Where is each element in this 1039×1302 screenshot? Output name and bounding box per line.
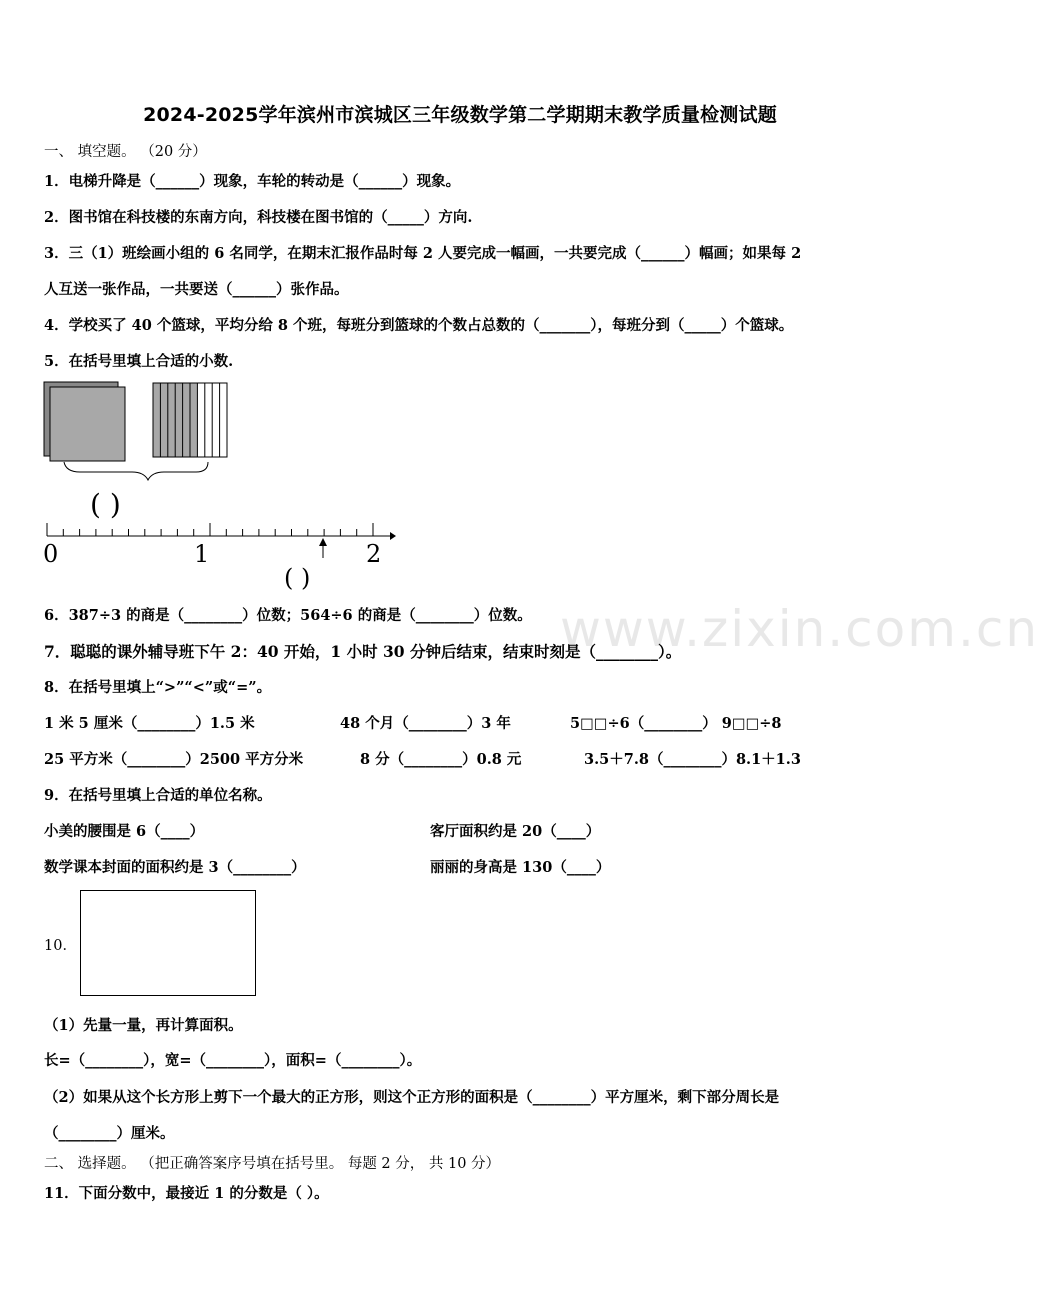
question-7: 7．聪聪的课外辅导班下午 2：40 开始，1 小时 30 分钟后结束，结束时刻是（________）。 — [44, 642, 682, 661]
q8-row2-item3: 3.5＋7.8（________）8.1＋1.3 — [584, 751, 801, 768]
page-title: 2024-2025学年滨州市滨城区三年级数学第二学期期末教学质量检测试题 — [143, 104, 777, 126]
q8-row1-item2: 48 个月（________）3 年 — [340, 715, 511, 732]
q5-figure — [40, 378, 400, 593]
axis-label-2: 2 — [366, 540, 382, 568]
q10-sub1: （1）先量一量，再计算面积。 — [44, 1017, 243, 1034]
q8-row2-item2: 8 分（________）0.8 元 — [360, 751, 522, 768]
q8-row1-item3: 5□□÷6（________） 9□□÷8 — [570, 715, 782, 732]
question-3-line2: 人互送一张作品，一共要送（______）张作品。 — [44, 281, 349, 298]
brace-answer-paren: ( ) — [90, 488, 121, 521]
question-8: 8．在括号里填上“>”“<”或“=”。 — [44, 679, 272, 696]
shaded-square — [50, 387, 125, 461]
q8-row2-item1: 25 平方米（________）2500 平方分米 — [44, 751, 304, 768]
question-6: 6．387÷3 的商是（________）位数；564÷6 的商是（________）位数。 — [44, 607, 532, 624]
question-11: 11．下面分数中，最接近 1 的分数是（ ）。 — [44, 1185, 329, 1202]
q9-item1: 小美的腰围是 6（____） — [44, 823, 205, 840]
pointer-arrow-head — [319, 538, 327, 546]
question-10-label: 10． — [44, 938, 77, 954]
question-1: 1．电梯升降是（______）现象，车轮的转动是（______）现象。 — [44, 173, 461, 190]
arrow-answer-paren: ( ) — [284, 564, 311, 592]
q10-sub2-line2: （________）厘米。 — [44, 1125, 175, 1142]
q9-item4: 丽丽的身高是 130（____） — [430, 859, 611, 876]
axis-label-0: 0 — [43, 540, 59, 568]
brace — [64, 462, 208, 480]
q9-item3: 数学课本封面的面积约是 3（________） — [44, 859, 306, 876]
q8-row1-item1: 1 米 5 厘米（________）1.5 米 — [44, 715, 255, 732]
question-2: 2．图书馆在科技楼的东南方向，科技楼在图书馆的（_____）方向. — [44, 209, 473, 226]
question-4: 4．学校买了 40 个篮球，平均分给 8 个班，每班分到篮球的个数占总数的（_______），每班分到（_____）个篮球。 — [44, 317, 794, 334]
axis-label-1: 1 — [194, 540, 210, 568]
q10-sub2-line1: （2）如果从这个长方形上剪下一个最大的正方形，则这个正方形的面积是（________）平方厘米，剩下部分周长是 — [44, 1089, 780, 1106]
section2-heading: 二、 选择题。 （把正确答案序号填在括号里。 每题 2 分， 共 10 分） — [44, 1156, 501, 1172]
number-line — [47, 523, 396, 540]
striped-square — [153, 383, 227, 457]
question-3-line1: 3．三（1）班绘画小组的 6 名同学，在期末汇报作品时每 2 人要完成一幅画，一共要完成（______）幅画；如果每 2 — [44, 245, 802, 262]
q10-sub1-blanks: 长=（________），宽=（________），面积=（________）。 — [44, 1052, 422, 1069]
section1-heading: 一、 填空题。 （20 分） — [44, 144, 207, 160]
q10-rectangle — [80, 890, 256, 996]
question-5: 5．在括号里填上合适的小数. — [44, 353, 234, 370]
watermark: www.zixin.com.cn — [560, 600, 1039, 658]
question-9: 9．在括号里填上合适的单位名称。 — [44, 787, 272, 804]
q9-item2: 客厅面积约是 20（____） — [430, 823, 601, 840]
